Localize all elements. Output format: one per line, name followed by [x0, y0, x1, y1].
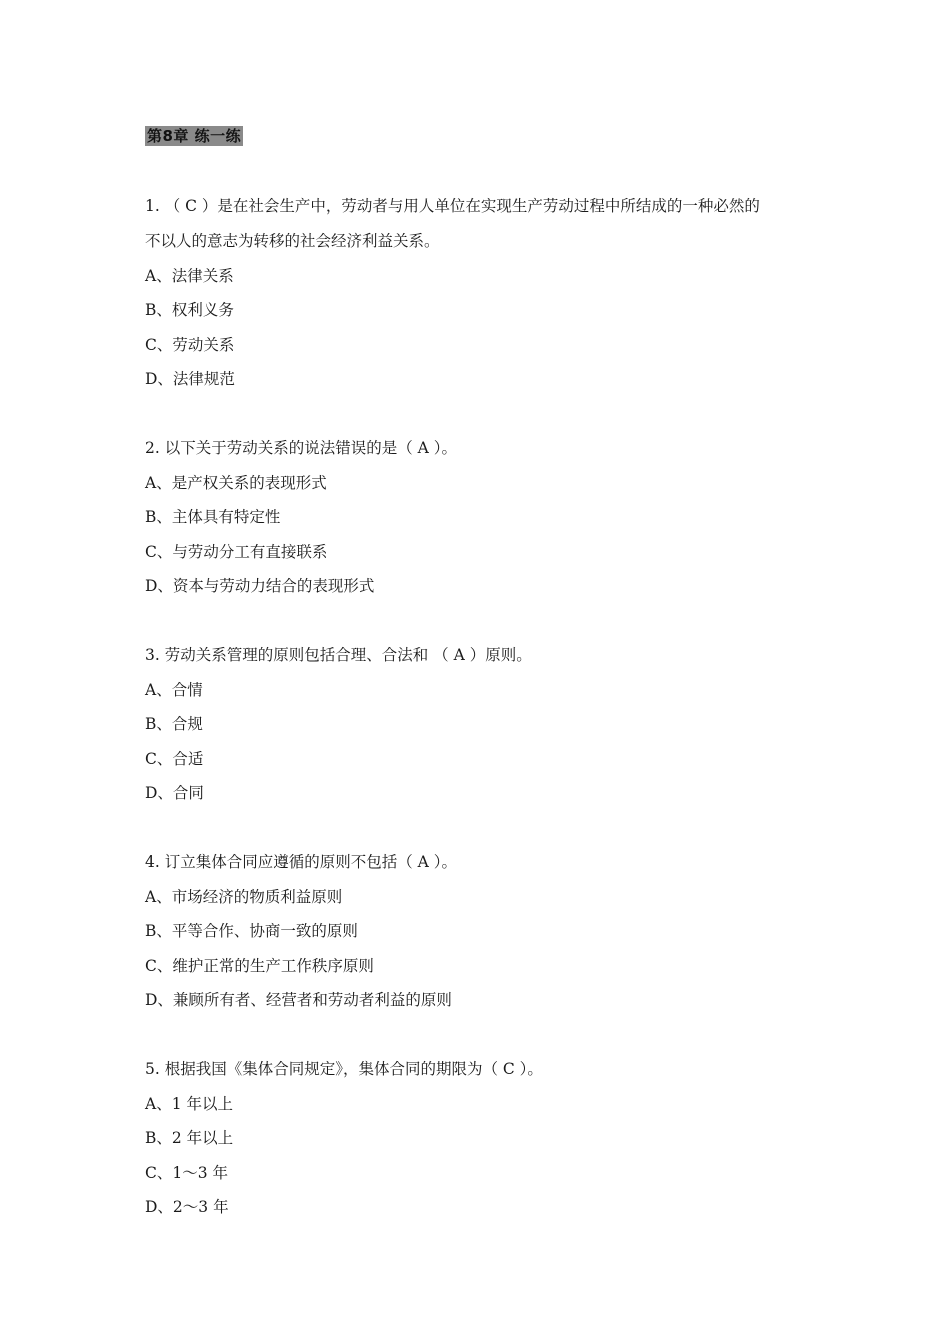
question-1-option-c: C、劳动关系: [145, 336, 235, 354]
question-5-option-a: A、1 年以上: [145, 1095, 233, 1113]
question-1-option-a: A、法律关系: [145, 267, 234, 285]
question-3-option-b: B、合规: [145, 715, 203, 733]
question-4-option-c: C、维护正常的生产工作秩序原则: [145, 957, 374, 975]
question-1-stem-line2: 不以人的意志为转移的社会经济利益关系。: [145, 232, 440, 250]
page-title: 第8章 练一练: [147, 127, 242, 145]
question-2-option-a: A、是产权关系的表现形式: [145, 474, 327, 492]
question-2-option-d: D、资本与劳动力结合的表现形式: [145, 577, 375, 595]
question-1-option-b: B、权利义务: [145, 301, 234, 319]
question-1-stem-line1: 1. （ C ）是在社会生产中，劳动者与用人单位在实现生产劳动过程中所结成的一种必然的: [145, 197, 760, 215]
question-3-option-a: A、合情: [145, 681, 203, 699]
question-2-option-c: C、与劳动分工有直接联系: [145, 543, 328, 561]
question-3-stem: 3. 劳动关系管理的原则包括合理、合法和 （ A ）原则。: [145, 646, 532, 664]
question-4-stem: 4. 订立集体合同应遵循的原则不包括（ A ）。: [145, 853, 458, 871]
question-5-option-d: D、2～3 年: [145, 1198, 229, 1216]
question-4-option-b: B、平等合作、协商一致的原则: [145, 922, 358, 940]
question-2-option-b: B、主体具有特定性: [145, 508, 281, 526]
question-5-option-c: C、1～3 年: [145, 1164, 229, 1182]
question-5-stem: 5. 根据我国《集体合同规定》，集体合同的期限为（ C ）。: [145, 1060, 543, 1078]
question-2-stem: 2. 以下关于劳动关系的说法错误的是（ A ）。: [145, 439, 458, 457]
question-5-option-b: B、2 年以上: [145, 1129, 234, 1147]
question-1-option-d: D、法律规范: [145, 370, 235, 388]
question-4-option-a: A、市场经济的物质利益原则: [145, 888, 343, 906]
question-3-option-d: D、合同: [145, 784, 204, 802]
question-4-option-d: D、兼顾所有者、经营者和劳动者利益的原则: [145, 991, 452, 1009]
question-3-option-c: C、合适: [145, 750, 204, 768]
